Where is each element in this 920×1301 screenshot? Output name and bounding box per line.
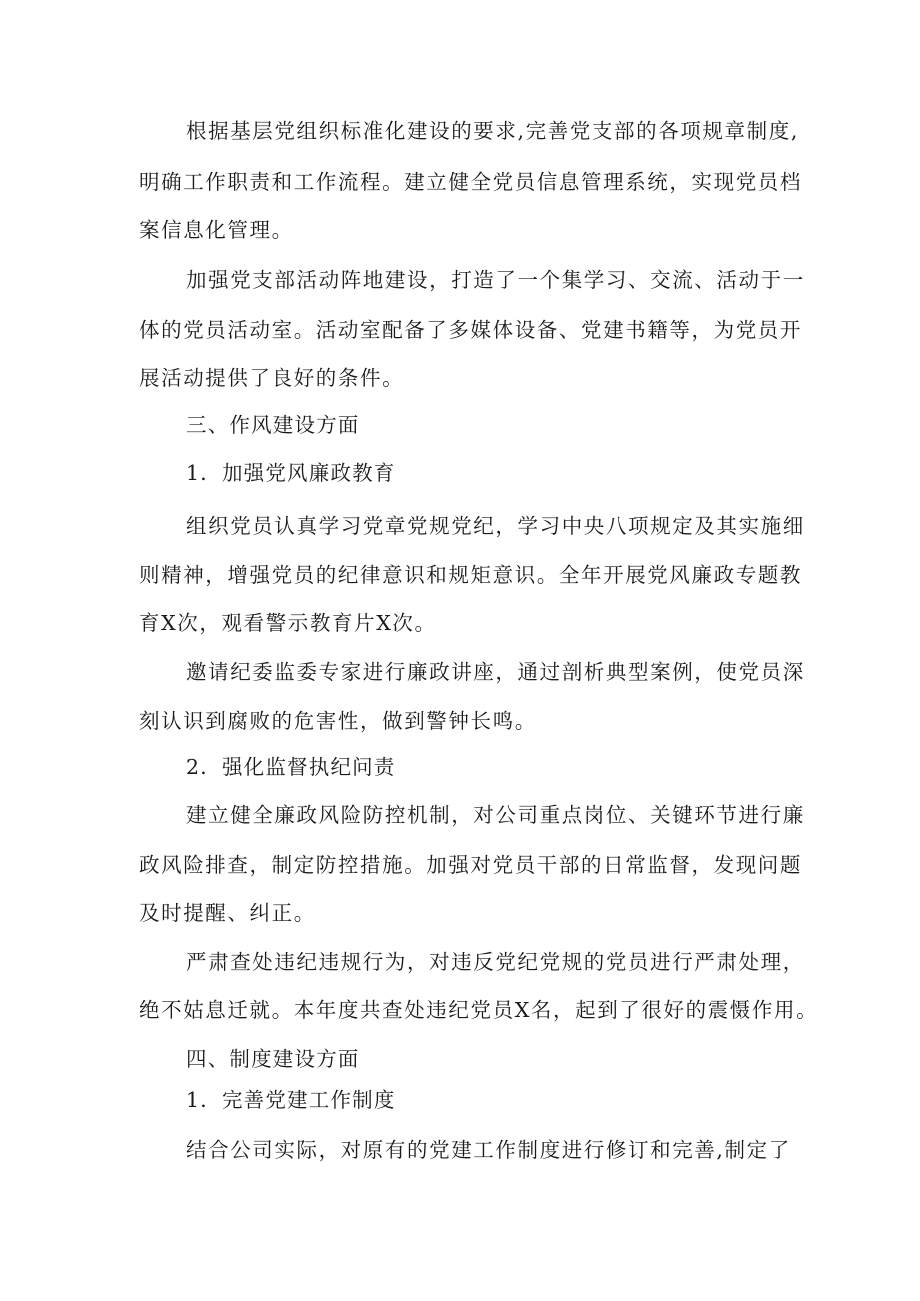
paragraph-line: 加强党支部活动阵地建设，打造了一个集学习、交流、活动于一 xyxy=(186,268,805,292)
paragraph-line: 明确工作职责和工作流程。建立健全党员信息管理系统，实现党员档 xyxy=(139,170,802,194)
section-heading: 四、制度建设方面 xyxy=(186,1047,360,1071)
paragraph-line: 绝不姑息迁就。本年度共查处违纪党员X名，起到了很好的震慑作用。 xyxy=(139,998,819,1022)
paragraph-line: 案信息化管理。 xyxy=(139,218,294,242)
paragraph-line: 展活动提供了良好的条件。 xyxy=(139,366,405,390)
subsection-heading: 1．加强党风廉政教育 xyxy=(186,461,396,485)
paragraph-line: 结合公司实际，对原有的党建工作制度进行修订和完善,制定了 xyxy=(186,1138,791,1162)
subsection-heading: 1．完善党建工作制度 xyxy=(186,1088,396,1112)
paragraph-line: 组织党员认真学习党章党规党纪，学习中央八项规定及其实施细 xyxy=(186,514,805,538)
paragraph-line: 体的党员活动室。活动室配备了多媒体设备、党建书籍等，为党员开 xyxy=(139,318,802,342)
paragraph-line: 邀请纪委监委专家进行廉政讲座，通过剖析典型案例，使党员深 xyxy=(186,660,805,684)
subsection-heading: 2．强化监督执纪问责 xyxy=(186,755,396,779)
paragraph-line: 政风险排查，制定防控措施。加强对党员干部的日常监督，发现问题 xyxy=(139,853,802,877)
paragraph-line: 则精神，增强党员的纪律意识和规矩意识。全年开展党风廉政专题教 xyxy=(139,563,802,587)
paragraph-line: 严肃查处违纪违规行为，对违反党纪党规的党员进行严肃处理， xyxy=(186,950,805,974)
paragraph-line: 刻认识到腐败的危害性，做到警钟长鸣。 xyxy=(139,709,537,733)
paragraph-line: 及时提醒、纠正。 xyxy=(139,901,316,925)
paragraph-line: 建立健全廉政风险防控机制，对公司重点岗位、关键环节进行廉 xyxy=(186,803,805,827)
section-heading: 三、作风建设方面 xyxy=(186,413,360,437)
paragraph-line: 育X次，观看警示教育片X次。 xyxy=(139,611,437,635)
paragraph-line: 根据基层党组织标准化建设的要求,完善党支部的各项规章制度, xyxy=(186,119,799,143)
